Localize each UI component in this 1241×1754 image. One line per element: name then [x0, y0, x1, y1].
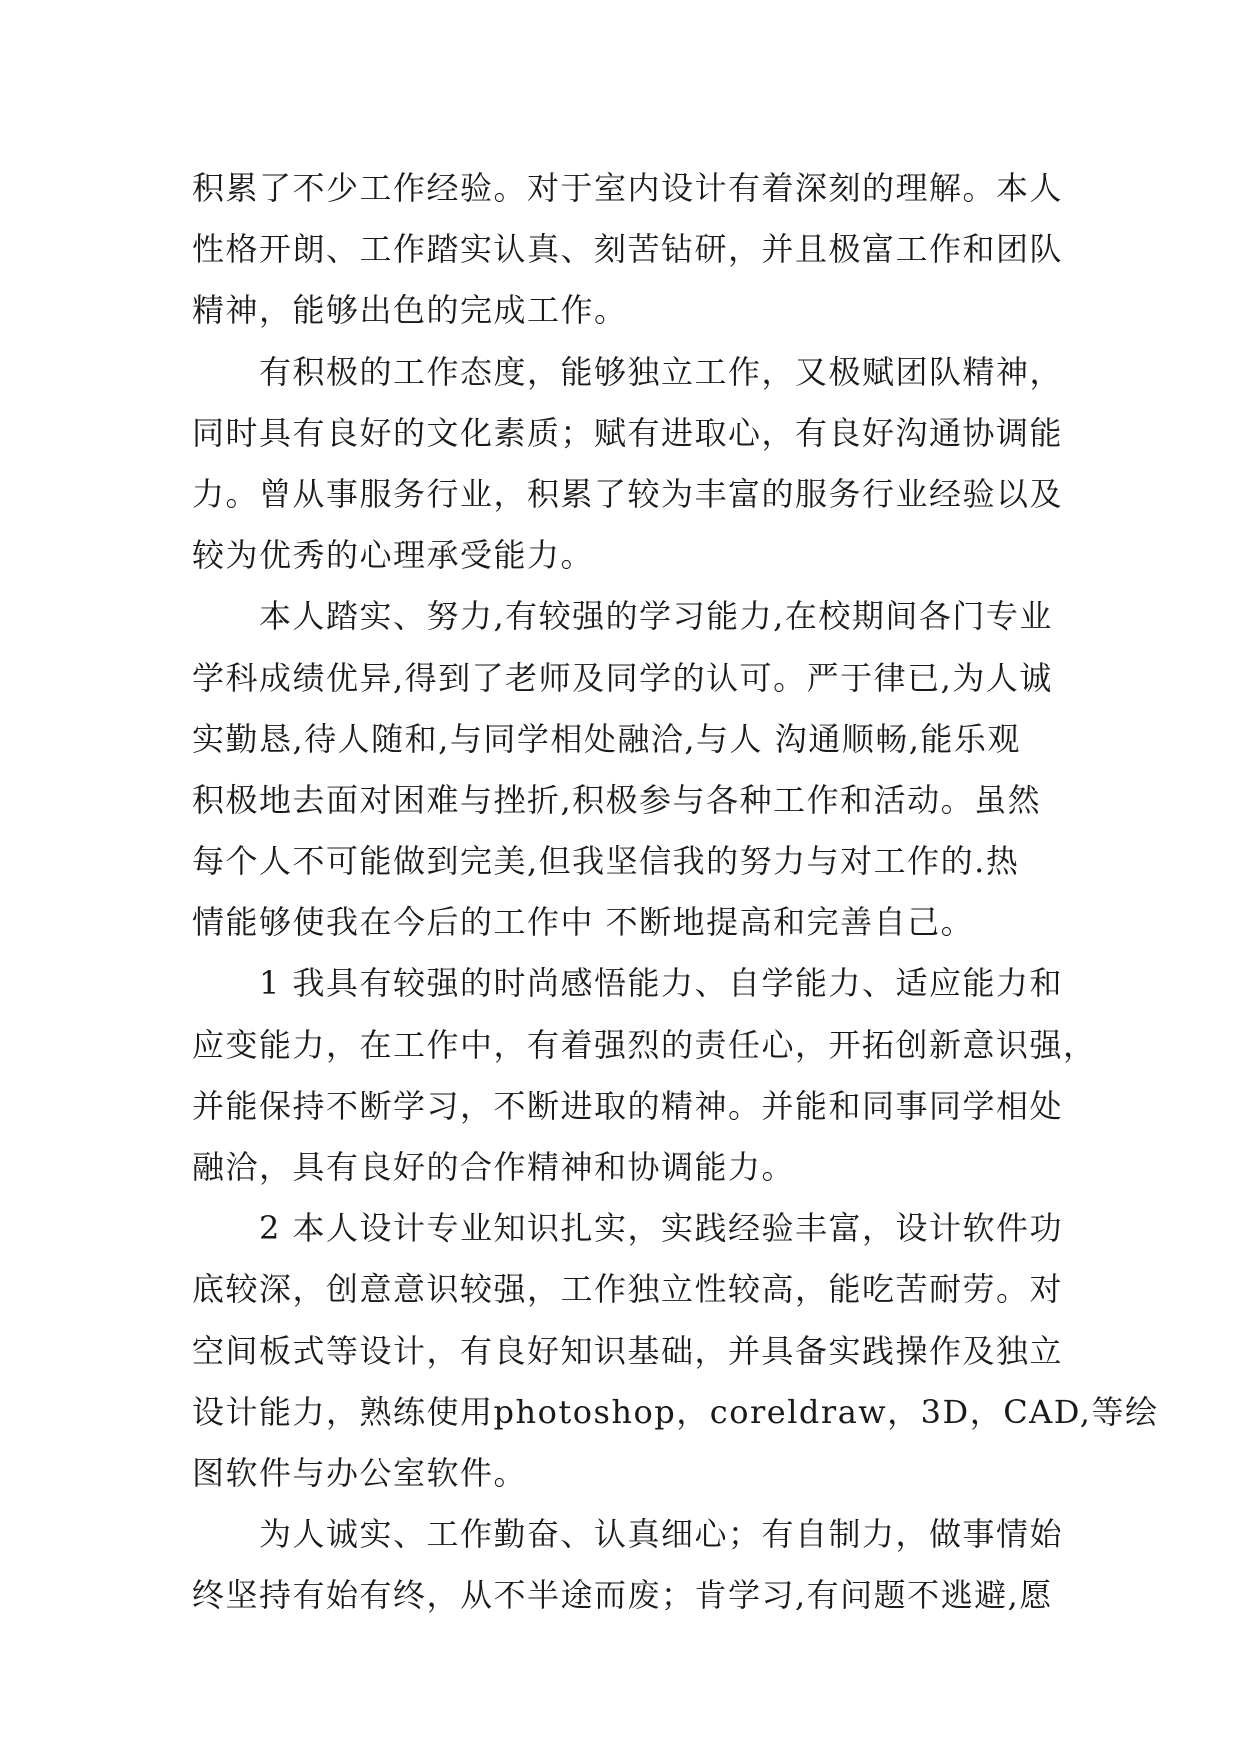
text-line: 为人诚实、工作勤奋、认真细心；有自制力，做事情始 — [192, 1515, 1064, 1554]
text-line: 1 我具有较强的时尚感悟能力、自学能力、适应能力和 — [192, 964, 1064, 1003]
text-line: 终坚持有始有终，从不半途而废；肯学习,有问题不逃避,愿 — [192, 1576, 1053, 1615]
text-line: 同时具有良好的文化素质；赋有进取心，有良好沟通协调能 — [192, 413, 1064, 452]
text-line: 积累了不少工作经验。对于室内设计有着深刻的理解。本人 — [192, 169, 1064, 207]
text-line: 较为优秀的心理承受能力。 — [192, 536, 595, 575]
text-line: 图软件与办公室软件。 — [192, 1453, 528, 1492]
text-line: 底较深，创意意识较强，工作独立性较高，能吃苦耐劳。对 — [192, 1270, 1064, 1309]
paragraph-6 — [192, 1504, 1064, 1626]
document-body — [192, 158, 1159, 1627]
text-line: 每个人不可能做到完美,但我坚信我的努力与对工作的.热 — [192, 842, 1020, 881]
paragraph-2 — [192, 342, 1064, 587]
text-line: 精神，能够出色的完成工作。 — [192, 291, 628, 330]
text-line: 积极地去面对困难与挫折,积极参与各种工作和活动。虽然 — [192, 780, 1042, 819]
text-line: 2 本人设计专业知识扎实，实践经验丰富，设计软件功 — [192, 1209, 1064, 1248]
text-line: 实勤恳,待人随和,与同学相处融洽,与人 沟通顺畅,能乐观 — [192, 719, 1021, 758]
paragraph-1 — [192, 158, 1064, 342]
paragraph-4 — [192, 953, 1097, 1198]
paragraph-3 — [192, 586, 1052, 953]
text-line: 有积极的工作态度，能够独立工作，又极赋团队精神， — [192, 352, 1064, 391]
text-line: 学科成绩优异,得到了老师及同学的认可。严于律已,为人诚 — [192, 658, 1053, 697]
text-line: 融洽，具有良好的合作精神和协调能力。 — [192, 1148, 796, 1186]
text-line: 性格开朗、工作踏实认真、刻苦钻研，并且极富工作和团队 — [192, 230, 1064, 269]
text-line: 应变能力，在工作中，有着强烈的责任心，开拓创新意识强， — [192, 1025, 1097, 1064]
text-line: 设计能力，熟练使用photoshop，coreldraw，3D，CAD,等绘 — [192, 1392, 1159, 1431]
paragraph-5 — [192, 1198, 1159, 1504]
text-line: 情能够使我在今后的工作中 不断地提高和完善自己。 — [192, 903, 975, 942]
text-line: 力。曾从事服务行业，积累了较为丰富的服务行业经验以及 — [192, 474, 1064, 513]
text-line: 并能保持不断学习，不断进取的精神。并能和同事同学相处 — [192, 1086, 1064, 1125]
text-line: 本人踏实、努力,有较强的学习能力,在校期间各门专业 — [192, 597, 1053, 636]
text-line: 空间板式等设计，有良好知识基础，并具备实践操作及独立 — [192, 1331, 1064, 1370]
